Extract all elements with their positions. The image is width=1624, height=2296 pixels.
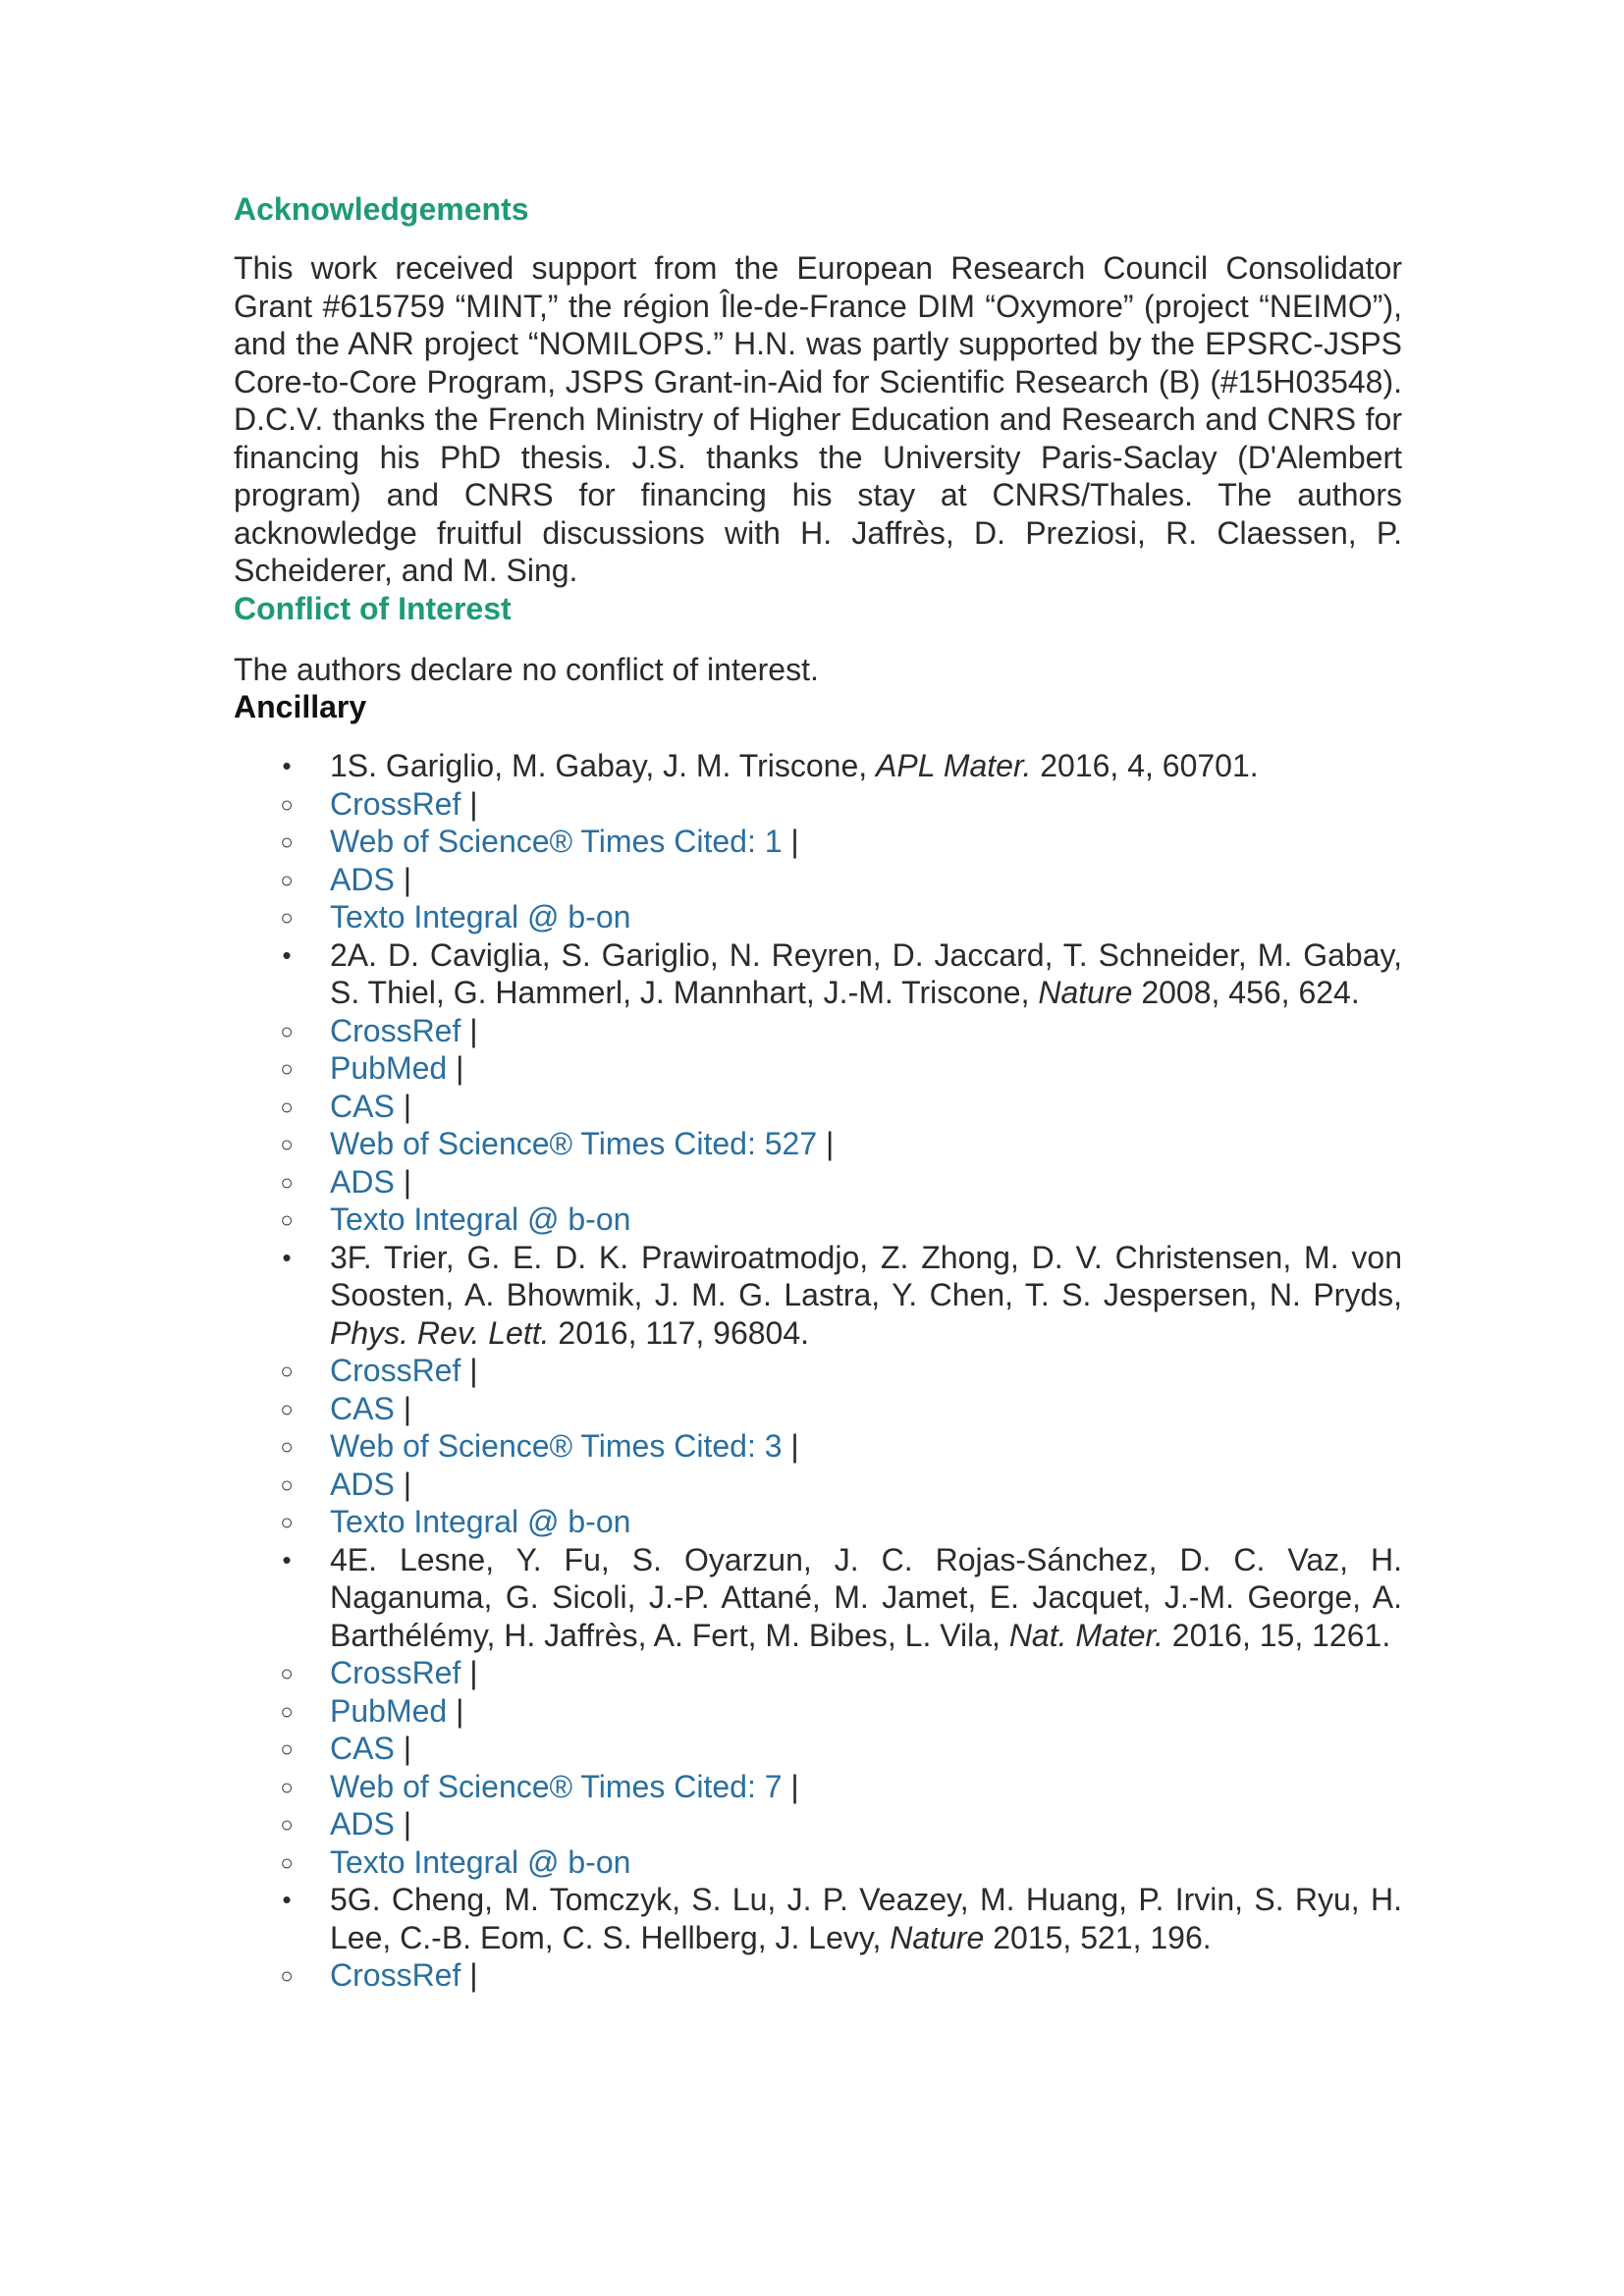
circle-bullet-icon: ○ bbox=[280, 1018, 294, 1043]
ancillary-heading: Ancillary bbox=[234, 689, 367, 724]
reference-link-item bbox=[234, 1692, 1402, 1731]
reference-item bbox=[234, 936, 1402, 1012]
reference-citation: 2008, 456, 624. bbox=[1132, 975, 1360, 1010]
reference-link-item bbox=[234, 1843, 1402, 1882]
reference-authors: 4E. Lesne, Y. Fu, S. Oyarzun, J. C. Rojas-Sánchez, D. C. Vaz, H. Naganuma, G. Sicoli, J.-P. Attané, M. Jamet, E. Jacquet, J.-M. George, A. Barthélémy, H. Jaffrès, A. Fert, M. Bibes, L. Vila, bbox=[330, 1541, 1402, 1653]
reference-link[interactable]: Web of Science® Times Cited: 7 bbox=[330, 1768, 783, 1804]
link-separator: | bbox=[394, 861, 411, 897]
circle-bullet-icon: ○ bbox=[280, 1963, 294, 1988]
circle-bullet-icon: ○ bbox=[280, 829, 294, 854]
reference-link-item bbox=[234, 898, 1402, 936]
reference-link[interactable]: CAS bbox=[330, 1088, 395, 1124]
reference-link-item bbox=[234, 1730, 1402, 1768]
circle-bullet-icon: ○ bbox=[280, 1812, 294, 1837]
reference-text bbox=[330, 936, 1402, 1012]
reference-link[interactable]: Texto Integral @ b-on bbox=[330, 1504, 631, 1539]
reference-link-item bbox=[234, 1466, 1402, 1504]
link-separator: | bbox=[782, 1768, 799, 1804]
circle-bullet-icon: ○ bbox=[280, 1774, 294, 1799]
bullet-dot-icon: • bbox=[282, 751, 292, 780]
link-separator: | bbox=[394, 1163, 411, 1200]
circle-bullet-icon: ○ bbox=[280, 791, 294, 817]
link-separator: | bbox=[817, 1126, 835, 1161]
circle-bullet-icon: ○ bbox=[280, 1661, 294, 1685]
circle-bullet-icon: ○ bbox=[280, 1471, 294, 1497]
reference-link-item bbox=[234, 1768, 1402, 1806]
reference-journal: Phys. Rev. Lett. bbox=[330, 1314, 550, 1351]
reference-link-item bbox=[234, 785, 1402, 824]
circle-bullet-icon: ○ bbox=[280, 1132, 294, 1156]
reference-text bbox=[330, 1881, 1402, 1956]
circle-bullet-icon: ○ bbox=[280, 1207, 294, 1232]
reference-link-item bbox=[234, 1163, 1402, 1201]
reference-link[interactable]: CAS bbox=[330, 1390, 395, 1426]
circle-bullet-icon: ○ bbox=[280, 1510, 294, 1534]
reference-link-item bbox=[234, 1049, 1402, 1088]
conflict-heading: Conflict of Interest bbox=[234, 590, 512, 626]
bullet-dot-icon: • bbox=[282, 939, 292, 970]
reference-text bbox=[330, 747, 1402, 785]
reference-link-item bbox=[234, 1390, 1402, 1428]
bullet-dot-icon: • bbox=[282, 1242, 292, 1272]
reference-journal: Nature bbox=[890, 1919, 985, 1955]
reference-link-item bbox=[234, 823, 1402, 861]
reference-link[interactable]: ADS bbox=[330, 1163, 395, 1200]
acknowledgements-body: This work received support from the European Research Council Consolidator Grant #615759 “MINT,” the région Île-de-France DIM “Oxymore” (project “NEIMO”), and the ANR project “NOMILOPS.” H.N. was partly supported by the EPSRC-JSPS Core-to-Core Program, JSPS Grant-in-Aid for Scientific Research (B) (#15H03548). D.C.V. thanks the French Ministry of Higher Education and Research and CNRS for financing his PhD thesis. J.S. thanks the University Paris-Saclay (D'Alembert program) and CNRS for financing his stay at CNRS/Thales. The authors acknowledge fruitful discussions with H. Jaffrès, D. Preziosi, R. Claessen, P. Scheiderer, and M. Sing. bbox=[234, 250, 1402, 588]
link-separator: | bbox=[447, 1050, 464, 1086]
reference-authors: 1S. Gariglio, M. Gabay, J. M. Triscone, bbox=[330, 748, 877, 783]
reference-link-item bbox=[234, 1012, 1402, 1050]
reference-link[interactable]: CrossRef bbox=[330, 1655, 461, 1690]
link-separator: | bbox=[782, 1428, 799, 1464]
reference-citation: 2016, 117, 96804. bbox=[549, 1314, 810, 1351]
reference-citation: 2016, 15, 1261. bbox=[1163, 1617, 1391, 1653]
circle-bullet-icon: ○ bbox=[280, 1434, 294, 1459]
link-separator: | bbox=[460, 1655, 478, 1690]
link-separator: | bbox=[460, 1012, 478, 1048]
circle-bullet-icon: ○ bbox=[280, 1359, 294, 1383]
link-separator: | bbox=[394, 1806, 411, 1842]
reference-authors: 5G. Cheng, M. Tomczyk, S. Lu, J. P. Veazey, M. Huang, P. Irvin, S. Ryu, H. Lee, C.-B. Eom, C. S. Hellberg, J. Levy, bbox=[330, 1882, 1402, 1955]
reference-link[interactable]: CrossRef bbox=[330, 1012, 461, 1048]
reference-authors: 2A. D. Caviglia, S. Gariglio, N. Reyren, D. Jaccard, T. Schneider, M. Gabay, S. Thiel, G. Hammerl, J. Mannhart, J.-M. Triscone, bbox=[330, 936, 1402, 1010]
reference-link[interactable]: ADS bbox=[330, 1806, 395, 1842]
circle-bullet-icon: ○ bbox=[280, 1736, 294, 1761]
reference-item bbox=[234, 1541, 1402, 1655]
reference-item bbox=[234, 747, 1402, 785]
link-separator: | bbox=[460, 1353, 478, 1388]
reference-link[interactable]: Web of Science® Times Cited: 527 bbox=[330, 1126, 818, 1161]
circle-bullet-icon: ○ bbox=[280, 905, 294, 930]
reference-citation: 2016, 4, 60701. bbox=[1031, 748, 1259, 783]
reference-journal: APL Mater. bbox=[876, 748, 1032, 783]
reference-link[interactable]: PubMed bbox=[330, 1050, 448, 1086]
reference-link[interactable]: Web of Science® Times Cited: 3 bbox=[330, 1428, 783, 1464]
reference-item bbox=[234, 1881, 1402, 1956]
link-separator: | bbox=[460, 1957, 478, 1993]
reference-link[interactable]: ADS bbox=[330, 861, 395, 897]
reference-link[interactable]: Texto Integral @ b-on bbox=[330, 1843, 631, 1880]
reference-link[interactable]: PubMed bbox=[330, 1692, 448, 1729]
document-page bbox=[234, 190, 1402, 1995]
reference-link-item bbox=[234, 1088, 1402, 1126]
reference-authors: 3F. Trier, G. E. D. K. Prawiroatmodjo, Z. Zhong, D. V. Christensen, M. von Soosten, A. Bhowmik, J. M. G. Lastra, Y. Chen, T. S. Jespersen, N. Pryds, bbox=[330, 1239, 1402, 1312]
reference-link[interactable]: ADS bbox=[330, 1466, 395, 1502]
circle-bullet-icon: ○ bbox=[280, 1056, 294, 1081]
link-separator: | bbox=[394, 1466, 411, 1502]
reference-text bbox=[330, 1541, 1402, 1655]
circle-bullet-icon: ○ bbox=[280, 1094, 294, 1119]
circle-bullet-icon: ○ bbox=[280, 867, 294, 892]
conflict-body: The authors declare no conflict of interest. bbox=[234, 651, 819, 687]
reference-list bbox=[234, 747, 1402, 1995]
reference-link[interactable]: CAS bbox=[330, 1731, 395, 1766]
reference-link-item bbox=[234, 1805, 1402, 1843]
reference-citation: 2015, 521, 196. bbox=[984, 1919, 1212, 1955]
acknowledgements-heading: Acknowledgements bbox=[234, 191, 529, 227]
circle-bullet-icon: ○ bbox=[280, 1169, 294, 1195]
reference-link-item bbox=[234, 1654, 1402, 1692]
reference-link-item bbox=[234, 1125, 1402, 1163]
reference-link[interactable]: Texto Integral @ b-on bbox=[330, 1201, 631, 1237]
reference-journal: Nat. Mater. bbox=[1008, 1617, 1164, 1653]
reference-item bbox=[234, 1239, 1402, 1353]
reference-link-item bbox=[234, 1503, 1402, 1541]
reference-link-item bbox=[234, 1956, 1402, 1995]
circle-bullet-icon: ○ bbox=[280, 1849, 294, 1875]
link-separator: | bbox=[394, 1088, 411, 1124]
reference-link-item bbox=[234, 861, 1402, 899]
circle-bullet-icon: ○ bbox=[280, 1698, 294, 1724]
reference-link[interactable]: CrossRef bbox=[330, 785, 461, 822]
reference-link[interactable]: CrossRef bbox=[330, 1353, 461, 1388]
bullet-dot-icon: • bbox=[282, 1544, 292, 1575]
reference-link[interactable]: CrossRef bbox=[330, 1957, 461, 1993]
reference-link-item bbox=[234, 1201, 1402, 1239]
reference-link-item bbox=[234, 1352, 1402, 1390]
bullet-dot-icon: • bbox=[282, 1885, 292, 1914]
reference-text bbox=[330, 1239, 1402, 1353]
reference-link[interactable]: Texto Integral @ b-on bbox=[330, 899, 631, 934]
link-separator: | bbox=[394, 1390, 411, 1426]
reference-link[interactable]: Web of Science® Times Cited: 1 bbox=[330, 824, 783, 859]
link-separator: | bbox=[460, 785, 478, 822]
circle-bullet-icon: ○ bbox=[280, 1396, 294, 1421]
link-separator: | bbox=[447, 1692, 464, 1729]
link-separator: | bbox=[394, 1731, 411, 1766]
reference-journal: Nature bbox=[1038, 975, 1133, 1010]
link-separator: | bbox=[782, 824, 799, 859]
reference-link-item bbox=[234, 1427, 1402, 1466]
